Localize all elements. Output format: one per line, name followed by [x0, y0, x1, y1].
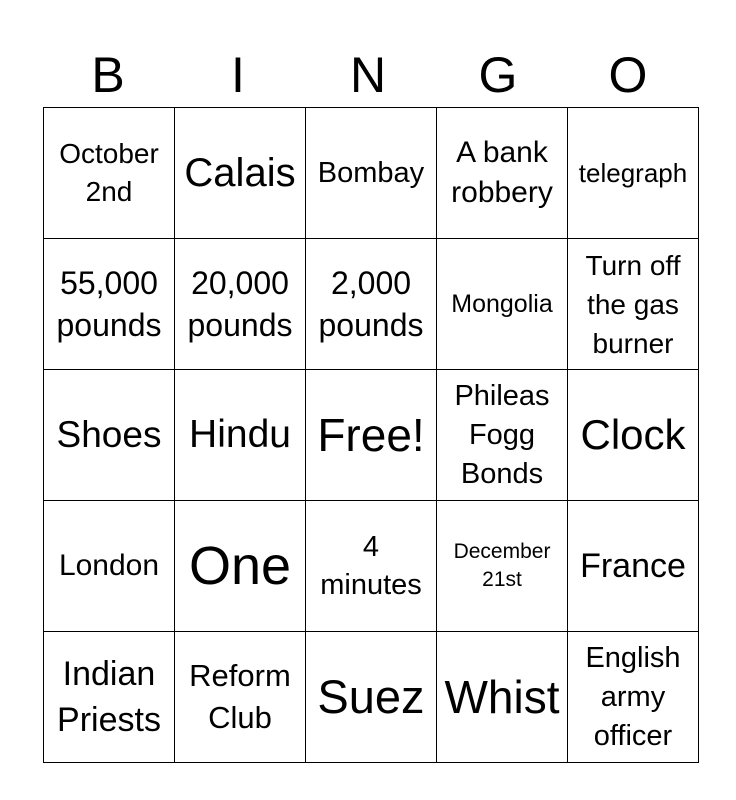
cell-text: Suez [317, 670, 425, 723]
bingo-cell[interactable] [44, 239, 175, 370]
bingo-cell[interactable] [306, 108, 437, 239]
cell-text: Shoes [56, 414, 162, 455]
cell-text: October 2nd [59, 138, 159, 207]
cell-text: Bombay [317, 157, 425, 189]
header-letter-n: N [349, 47, 387, 103]
cell-text: Phileas Fogg Bonds [454, 379, 550, 490]
header-letter-o: O [608, 47, 648, 103]
cell-text: Free! [317, 409, 425, 461]
cell-text: A bank robbery [451, 136, 553, 209]
grid-row [44, 108, 699, 239]
bingo-cell[interactable] [306, 501, 437, 632]
bingo-cell[interactable] [568, 239, 699, 370]
bingo-cell[interactable] [568, 370, 699, 501]
bingo-cell[interactable] [175, 501, 306, 632]
cell-text: English army officer [585, 641, 681, 752]
bingo-cell[interactable] [568, 501, 699, 632]
bingo-header [43, 40, 693, 110]
bingo-cell[interactable] [175, 239, 306, 370]
cell-text: Reform Club [189, 658, 291, 735]
bingo-cell[interactable] [44, 501, 175, 632]
cell-text: telegraph [578, 158, 688, 188]
grid-row [44, 370, 699, 501]
bingo-cell[interactable] [175, 370, 306, 501]
bingo-grid [43, 107, 699, 763]
bingo-cell[interactable] [568, 632, 699, 763]
cell-text: 55,000 pounds [56, 265, 162, 343]
cell-text: Turn off the gas burner [585, 249, 681, 359]
cell-text: Calais [184, 151, 296, 195]
bingo-cell[interactable] [437, 239, 568, 370]
bingo-cell[interactable] [437, 501, 568, 632]
bingo-cell[interactable] [44, 108, 175, 239]
bingo-cell[interactable] [175, 632, 306, 763]
cell-text: France [580, 547, 686, 585]
bingo-cell[interactable] [44, 632, 175, 763]
grid-row [44, 632, 699, 763]
cell-text: Hindu [189, 413, 291, 456]
bingo-cell[interactable] [306, 239, 437, 370]
cell-text: Mongolia [451, 290, 553, 318]
bingo-cell[interactable] [44, 370, 175, 501]
cell-text: 4 minutes [320, 531, 422, 601]
cell-text: Clock [580, 411, 686, 458]
grid-row [44, 501, 699, 632]
bingo-cell[interactable] [306, 632, 437, 763]
bingo-cell[interactable] [437, 370, 568, 501]
bingo-cell[interactable] [437, 632, 568, 763]
bingo-cell[interactable] [568, 108, 699, 239]
cell-text: Indian Priests [57, 655, 161, 739]
grid-row [44, 239, 699, 370]
cell-text: 20,000 pounds [187, 265, 293, 343]
bingo-cell[interactable] [175, 108, 306, 239]
cell-text: London [58, 549, 160, 582]
header-letter-g: G [478, 47, 518, 103]
cell-text: Whist [444, 671, 560, 723]
free-space-cell[interactable] [306, 370, 437, 501]
cell-text: One [188, 536, 292, 596]
cell-text: December 21st [453, 540, 551, 591]
cell-text: 2,000 pounds [318, 265, 424, 343]
header-letter-i: I [231, 47, 245, 103]
bingo-cell[interactable] [437, 108, 568, 239]
header-letter-b: B [91, 47, 125, 103]
